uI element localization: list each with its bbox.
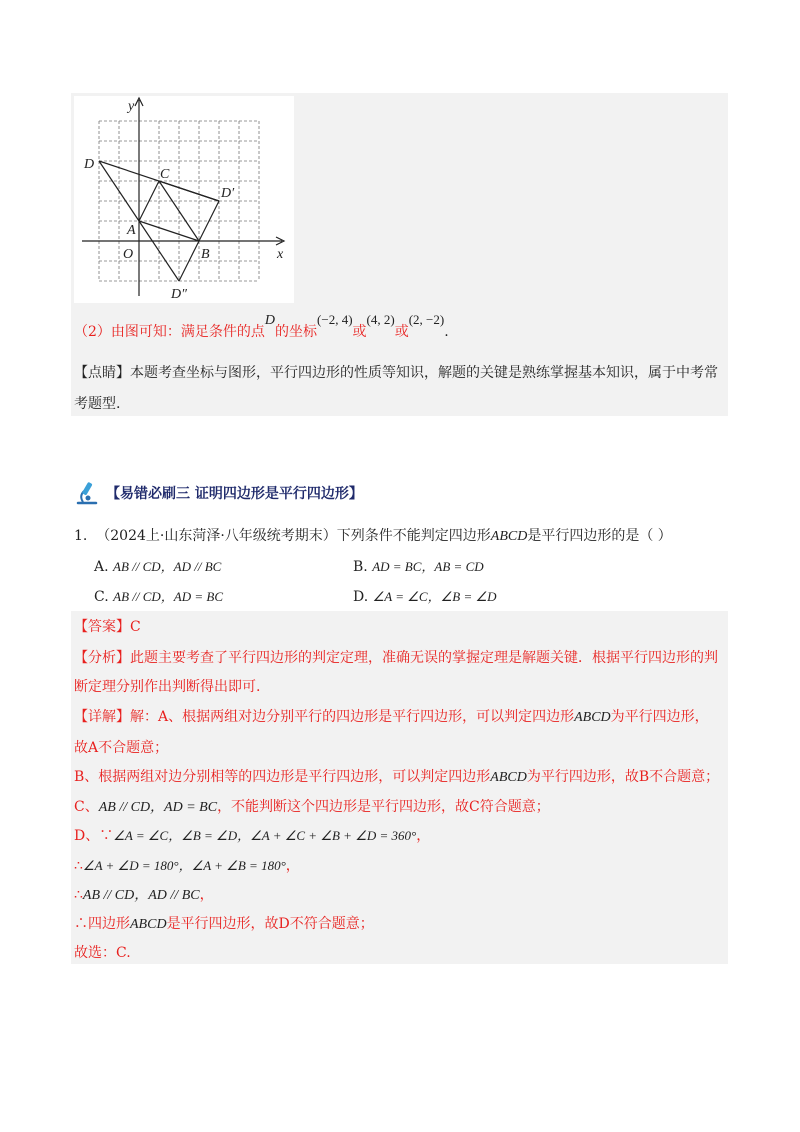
part2-prefix: （2）由图可知：满足条件的点 xyxy=(74,324,265,340)
part2-end: . xyxy=(444,324,449,340)
part2-or2: 或 xyxy=(394,324,409,340)
detail-7-math: AB // CD，AD // BC xyxy=(82,888,200,903)
detail-4-end: ，不能判断这个四边形是平行四边形，故C符合题意； xyxy=(217,799,550,815)
detail-line-8 xyxy=(74,914,374,935)
detail-8-math: ABCD xyxy=(130,917,167,932)
detail-6-end: ， xyxy=(285,858,300,874)
detail-line-6 xyxy=(74,856,300,876)
label-D: D xyxy=(84,157,95,172)
option-b-label: B. xyxy=(353,559,368,575)
label-D2: D″ xyxy=(171,287,187,302)
label-B: B xyxy=(201,247,210,262)
part2-line xyxy=(74,312,449,343)
microscope-icon xyxy=(74,478,102,506)
coordinate-figure xyxy=(74,96,294,303)
question-name: ABCD xyxy=(490,529,528,544)
option-d-label: D. xyxy=(353,589,369,605)
option-a-label: A. xyxy=(94,559,109,575)
coordinate-svg xyxy=(74,96,294,303)
part2-mid: 的坐标 xyxy=(275,324,318,340)
option-d[interactable] xyxy=(353,586,497,605)
detail-8-text: ∴四边形 xyxy=(74,916,130,932)
detail-line-9: 故选：C. xyxy=(74,945,131,961)
option-b[interactable] xyxy=(353,556,484,575)
label-D1: D′ xyxy=(221,186,235,201)
detail-line-1 xyxy=(74,707,709,728)
detail-line-7 xyxy=(74,885,214,906)
label-A: A xyxy=(127,223,136,238)
part2-coord3: (2, −2) xyxy=(408,312,445,327)
part2-coord1: (−2, 4) xyxy=(317,312,353,327)
detail-6-text: ∴ xyxy=(74,858,83,874)
question-number: 1. xyxy=(74,528,88,544)
label-C: C xyxy=(160,167,170,182)
option-c-label: C. xyxy=(94,589,109,605)
option-c[interactable] xyxy=(94,586,223,605)
section-title: 【易错必刷三 证明四边形是平行四边形】 xyxy=(106,486,363,502)
segment-A-B xyxy=(139,221,199,241)
detail-1-end: 为平行四边形， xyxy=(610,709,709,725)
label-O: O xyxy=(123,247,134,262)
detail-line-5 xyxy=(74,826,430,846)
detail-1-text: 【详解】解：A、根据两组对边分别平行的四边形是平行四边形，可以判定四边形 xyxy=(74,709,575,725)
option-a-text: AB // CD，AD // BC xyxy=(113,559,222,574)
label-x: x xyxy=(277,247,284,262)
detail-5-math: ∠A = ∠C，∠B = ∠D，∠A + ∠C + ∠B + ∠D = 360° xyxy=(113,828,417,843)
question-tail: 是平行四边形的是（ ） xyxy=(527,528,672,544)
part2-or1: 或 xyxy=(352,324,367,340)
option-a[interactable] xyxy=(94,556,221,575)
comment-line-1: 【点睛】本题考查坐标与图形，平行四边形的性质等知识，解题的关键是熟练掌握基本知识，属于中考常 xyxy=(74,365,718,381)
detail-5-text: D、∵ xyxy=(74,828,114,844)
part2-coord2: (4, 2) xyxy=(366,312,395,327)
detail-8-end: 是平行四边形，故D不符合题意； xyxy=(166,916,374,932)
option-b-text: AD = BC，AB = CD xyxy=(372,559,484,574)
detail-3-math: ABCD xyxy=(490,770,527,785)
detail-1-math: ABCD xyxy=(574,710,611,725)
comment-line-2: 考题型. xyxy=(74,396,121,412)
detail-7-text: ∴ xyxy=(74,887,83,903)
question-line xyxy=(74,526,672,547)
detail-line-4 xyxy=(74,797,550,818)
axes xyxy=(82,98,284,296)
detail-3-text: B、根据两组对边分别相等的四边形是平行四边形，可以判定四边形 xyxy=(74,769,491,785)
detail-7-end: ， xyxy=(199,887,214,903)
detail-5-end: ， xyxy=(416,828,431,844)
question-source: （2024上·山东菏泽·八年级统考期末）下列条件不能判定四边形 xyxy=(96,528,491,544)
option-c-text: AB // CD，AD = BC xyxy=(113,589,224,604)
detail-line-2: 故A不合题意； xyxy=(74,740,169,756)
detail-6-math: ∠A + ∠D = 180°，∠A + ∠B = 180° xyxy=(82,858,286,873)
answer-line: 【答案】C xyxy=(74,619,141,635)
detail-3-end: 为平行四边形，故B不合题意； xyxy=(526,769,720,785)
option-d-text: ∠A = ∠C，∠B = ∠D xyxy=(372,589,497,604)
detail-4-text: C、 xyxy=(74,799,99,815)
analysis-line-2: 断定理分别作出判断得出即可. xyxy=(74,679,261,695)
label-y: y xyxy=(128,99,135,114)
analysis-line-1: 【分析】此题主要考查了平行四边形的判定定理，准确无误的掌握定理是解题关键．根据平行四边形的判 xyxy=(74,650,718,666)
detail-line-3 xyxy=(74,767,719,788)
segment-C-D1 xyxy=(159,181,219,201)
part2-point: D xyxy=(264,313,276,328)
detail-4-math: AB // CD，AD = BC xyxy=(98,800,218,815)
